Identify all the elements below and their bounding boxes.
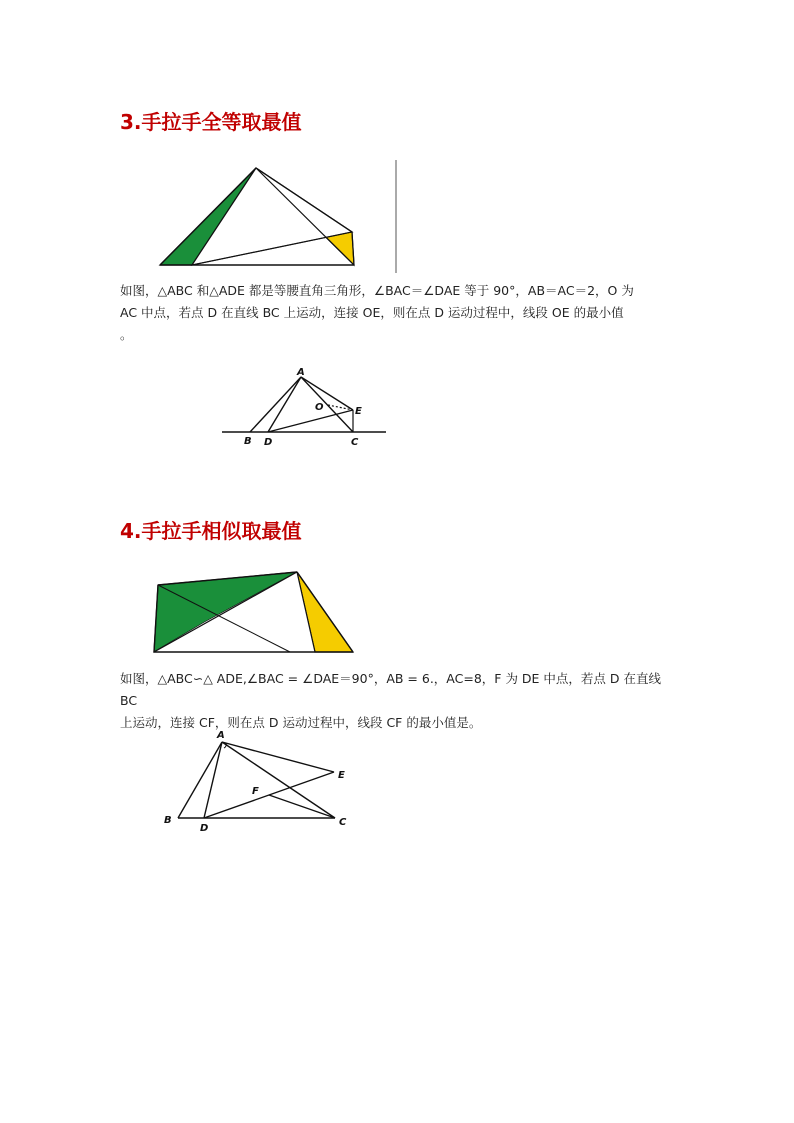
label-A: A	[297, 367, 305, 378]
problem-3-line-1: 如图，△ABC 和△ADE 都是等腰直角三角形，∠BAC＝∠DAE 等于 90°，AB＝AC＝2，O 为	[120, 283, 634, 298]
figure-4-diagram	[160, 725, 360, 835]
problem-3-line-3	[120, 324, 680, 346]
label-E: E	[355, 406, 362, 417]
label-A: A	[217, 730, 225, 741]
label-O: O	[315, 402, 324, 413]
problem-4-end: 。	[468, 715, 482, 730]
problem-3-end: 。	[120, 327, 133, 342]
label-D: D	[200, 823, 209, 834]
section-4-heading: 4.手拉手相似取最值	[120, 519, 302, 543]
problem-4-line-2-text: 上运动，连接 CF，则在点 D 运动过程中，线段 CF 的最小值是	[120, 715, 469, 730]
label-D: D	[264, 437, 273, 448]
problem-3-line-2: AC 中点，若点 D 在直线 BC 上运动，连接 OE，则在点 D 运动过程中，线段 OE 的最小值	[120, 305, 624, 320]
label-E: E	[338, 770, 345, 781]
problem-4-line-1: 如图，△ABC∽△ ADE,∠BAC = ∠DAE＝90°，AB = 6.，AC=8，F 为 DE 中点，若点 D 在直线 BC	[120, 671, 661, 708]
figure-4-colored	[150, 565, 360, 660]
figure-3-colored	[150, 155, 410, 275]
label-F: F	[252, 786, 259, 797]
label-C: C	[339, 817, 347, 828]
problem-3-text	[120, 280, 680, 346]
section-3-heading: 3.手拉手全等取最值	[120, 110, 302, 134]
label-B: B	[164, 815, 172, 826]
figure-3-diagram	[220, 365, 390, 450]
label-C: C	[351, 437, 359, 448]
label-B: B	[244, 436, 252, 447]
